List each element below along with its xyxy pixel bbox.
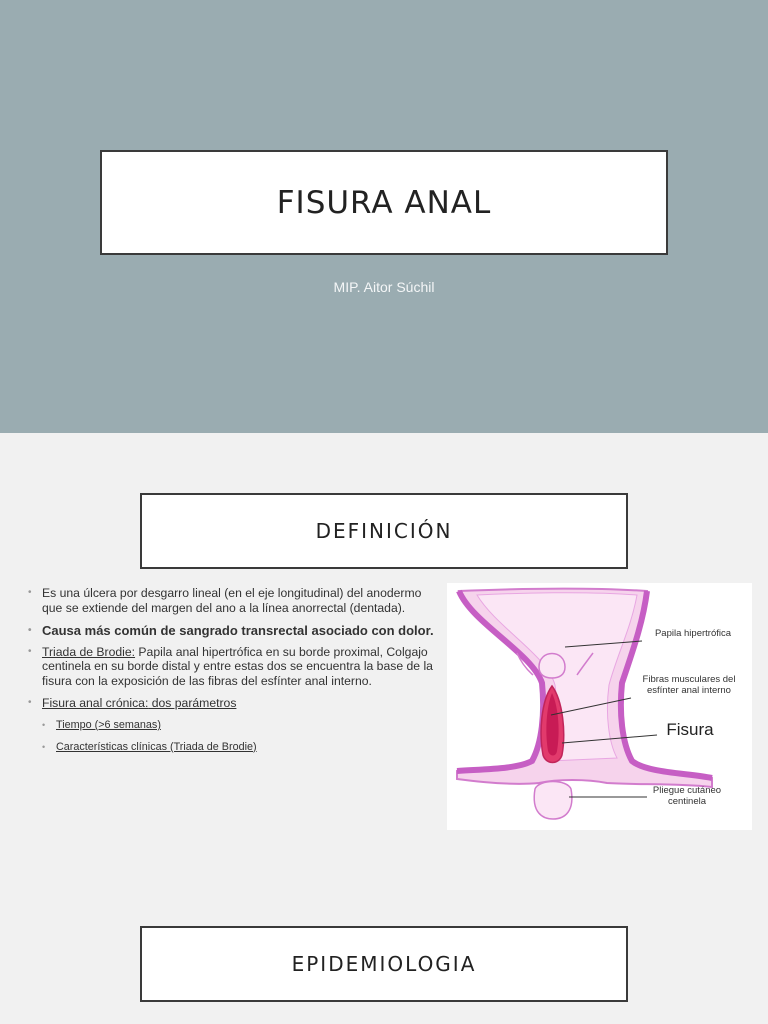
label-fibras: Fibras musculares del esfínter anal interno <box>642 674 736 696</box>
definition-heading: DEFINICIÓN <box>315 519 453 543</box>
anal-fissure-diagram <box>447 583 752 830</box>
triada-label: Triada de Brodie: <box>42 644 136 659</box>
bullet-cronica <box>28 696 438 711</box>
epidemiologia-heading-box <box>140 926 628 1002</box>
bullet-causa: • Causa más común de sangrado transrectal asociado con dolor. <box>28 623 438 638</box>
label-papila: Papila hipertrófica <box>654 628 732 639</box>
label-fisura: Fisura <box>666 720 714 739</box>
cronica-text: dos parámetros <box>148 695 237 710</box>
epidemiologia-heading: EPIDEMIOLOGIA <box>291 952 477 976</box>
triada-text: Papila anal hipertrófica en su borde proximal, Colgajo centinela en su borde distal y entre estas dos se encuentra la base de la fisura con la exposición de las fibras del esfínter anal interno. <box>42 644 433 689</box>
bullet-ulcera: • Es una úlcera por desgarro lineal (en el eje longitudinal) del anodermo que se extiende del margen del ano a la línea anorrectal (dentada). <box>28 586 438 616</box>
label-pliegue: Pliegue cutáneo centinela <box>652 785 722 807</box>
title-box <box>100 150 668 255</box>
definition-heading-box <box>140 493 628 569</box>
definition-bullets <box>28 586 438 761</box>
sub-bullet-caracteristicas: • Características clínicas (Triada de Brodie) <box>42 740 438 755</box>
cronica-label: Fisura anal crónica: <box>42 695 149 710</box>
author-subtitle: MIP. Aitor Súchil <box>333 279 435 295</box>
title-slide <box>0 0 768 433</box>
bullet-triada <box>28 645 438 689</box>
sub-bullet-tiempo: • Tiempo (>6 semanas) <box>42 718 438 733</box>
page-title: FISURA ANAL <box>276 184 492 221</box>
